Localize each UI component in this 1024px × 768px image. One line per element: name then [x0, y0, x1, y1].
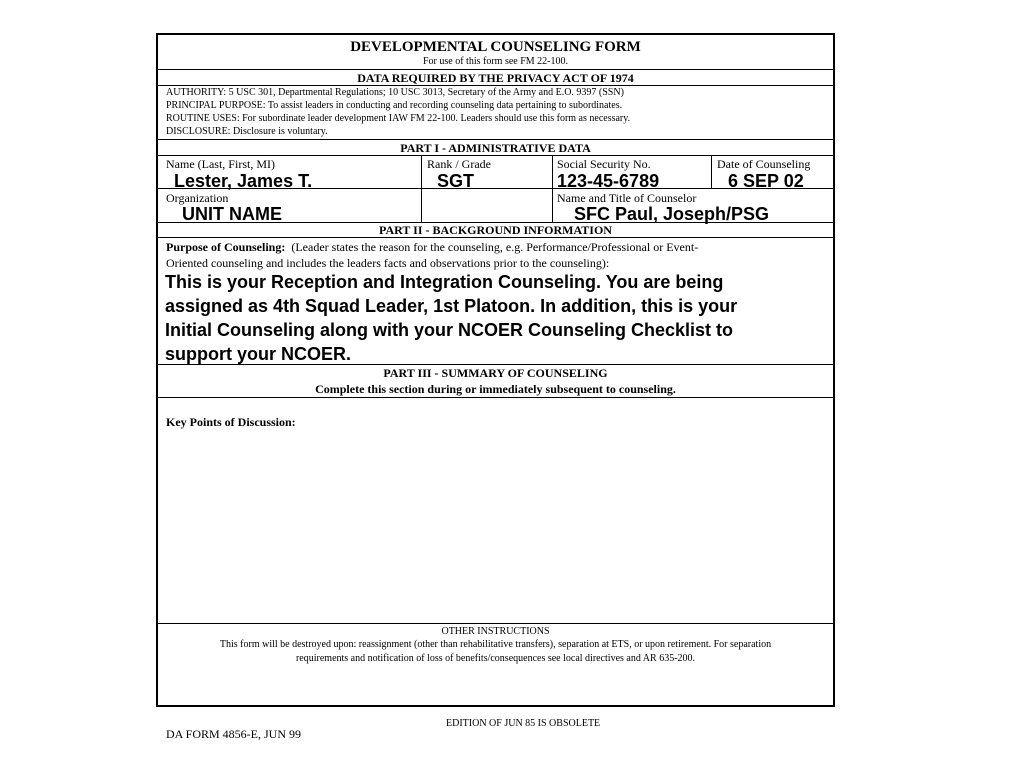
date-label: Date of Counseling: [717, 157, 811, 171]
ssn-label: Social Security No.: [557, 157, 651, 171]
key-points-label: Key Points of Discussion:: [166, 415, 296, 429]
privacy-disclosure: DISCLOSURE: Disclosure is voluntary.: [166, 126, 328, 137]
purpose-text-line[interactable]: Initial Counseling along with your NCOER Counseling Checklist to: [165, 320, 734, 340]
purpose-instructions-2: Oriented counseling and includes the leaders facts and observations prior to the counseling):: [166, 256, 610, 270]
part2-title: PART II - BACKGROUND INFORMATION: [379, 223, 612, 237]
privacy-routine-uses: ROUTINE USES: For subordinate leader development IAW FM 22-100. Leaders should use this form as necessary.: [166, 113, 631, 124]
form-title: DEVELOPMENTAL COUNSELING FORM: [350, 39, 641, 55]
purpose-label: Purpose of Counseling:: [166, 240, 286, 254]
ssn-field[interactable]: 123-45-6789: [557, 171, 660, 191]
privacy-authority: AUTHORITY: 5 USC 301, Departmental Regulations; 10 USC 3013, Secretary of the Army and E.O. 9397 (SSN): [166, 87, 624, 98]
form-subtitle: For use of this form see FM 22-100.: [423, 56, 568, 67]
organization-field[interactable]: UNIT NAME: [182, 204, 282, 224]
column-divider: [711, 155, 712, 188]
other-instructions-line: This form will be destroyed upon: reassignment (other than rehabilitative transfers), separation at ETS, or upon retirement. For separation: [219, 639, 772, 650]
purpose-text-line[interactable]: This is your Reception and Integration Counseling. You are being: [165, 272, 724, 292]
purpose-text-line[interactable]: support your NCOER.: [165, 344, 352, 364]
name-label: Name (Last, First, MI): [166, 157, 275, 171]
rank-label: Rank / Grade: [427, 157, 491, 171]
divider: [158, 69, 833, 70]
divider: [158, 155, 833, 156]
name-field[interactable]: Lester, James T.: [174, 171, 313, 191]
divider: [158, 139, 833, 140]
purpose-instructions-1: [166, 241, 698, 253]
part3-subtitle: Complete this section during or immediately subsequent to counseling.: [315, 382, 676, 396]
part3-title: PART III - SUMMARY OF COUNSELING: [383, 366, 608, 380]
divider: [158, 397, 833, 398]
part1-title: PART I - ADMINISTRATIVE DATA: [400, 141, 591, 155]
other-instructions-line: requirements and notification of loss of benefits/consequences see local directives and AR 635-200.: [295, 653, 696, 664]
key-points-field[interactable]: [166, 435, 825, 615]
counselor-field[interactable]: SFC Paul, Joseph/PSG: [574, 204, 770, 224]
edition-notice: EDITION OF JUN 85 IS OBSOLETE: [446, 718, 601, 729]
counselor-label: Name and Title of Counselor: [557, 191, 697, 205]
form-id: DA FORM 4856-E, JUN 99: [166, 727, 302, 741]
divider: [158, 237, 833, 238]
purpose-instructions: (Leader states the reason for the counseling, e.g. Performance/Professional or Event-: [291, 240, 699, 254]
divider: [158, 188, 833, 189]
privacy-principal-purpose: PRINCIPAL PURPOSE: To assist leaders in conducting and recording counseling data pertaining to subordinates.: [166, 100, 623, 111]
divider: [158, 623, 833, 624]
counseling-form: [156, 33, 835, 707]
divider: [158, 364, 833, 365]
rank-field[interactable]: SGT: [437, 171, 475, 191]
divider: [158, 85, 833, 86]
organization-label: Organization: [166, 191, 229, 205]
other-instructions-title: OTHER INSTRUCTIONS: [441, 626, 550, 637]
privacy-act-title: DATA REQUIRED BY THE PRIVACY ACT OF 1974: [357, 71, 634, 85]
date-field[interactable]: 6 SEP 02: [728, 171, 804, 191]
purpose-text-line[interactable]: assigned as 4th Squad Leader, 1st Platoon. In addition, this is your: [165, 296, 738, 316]
